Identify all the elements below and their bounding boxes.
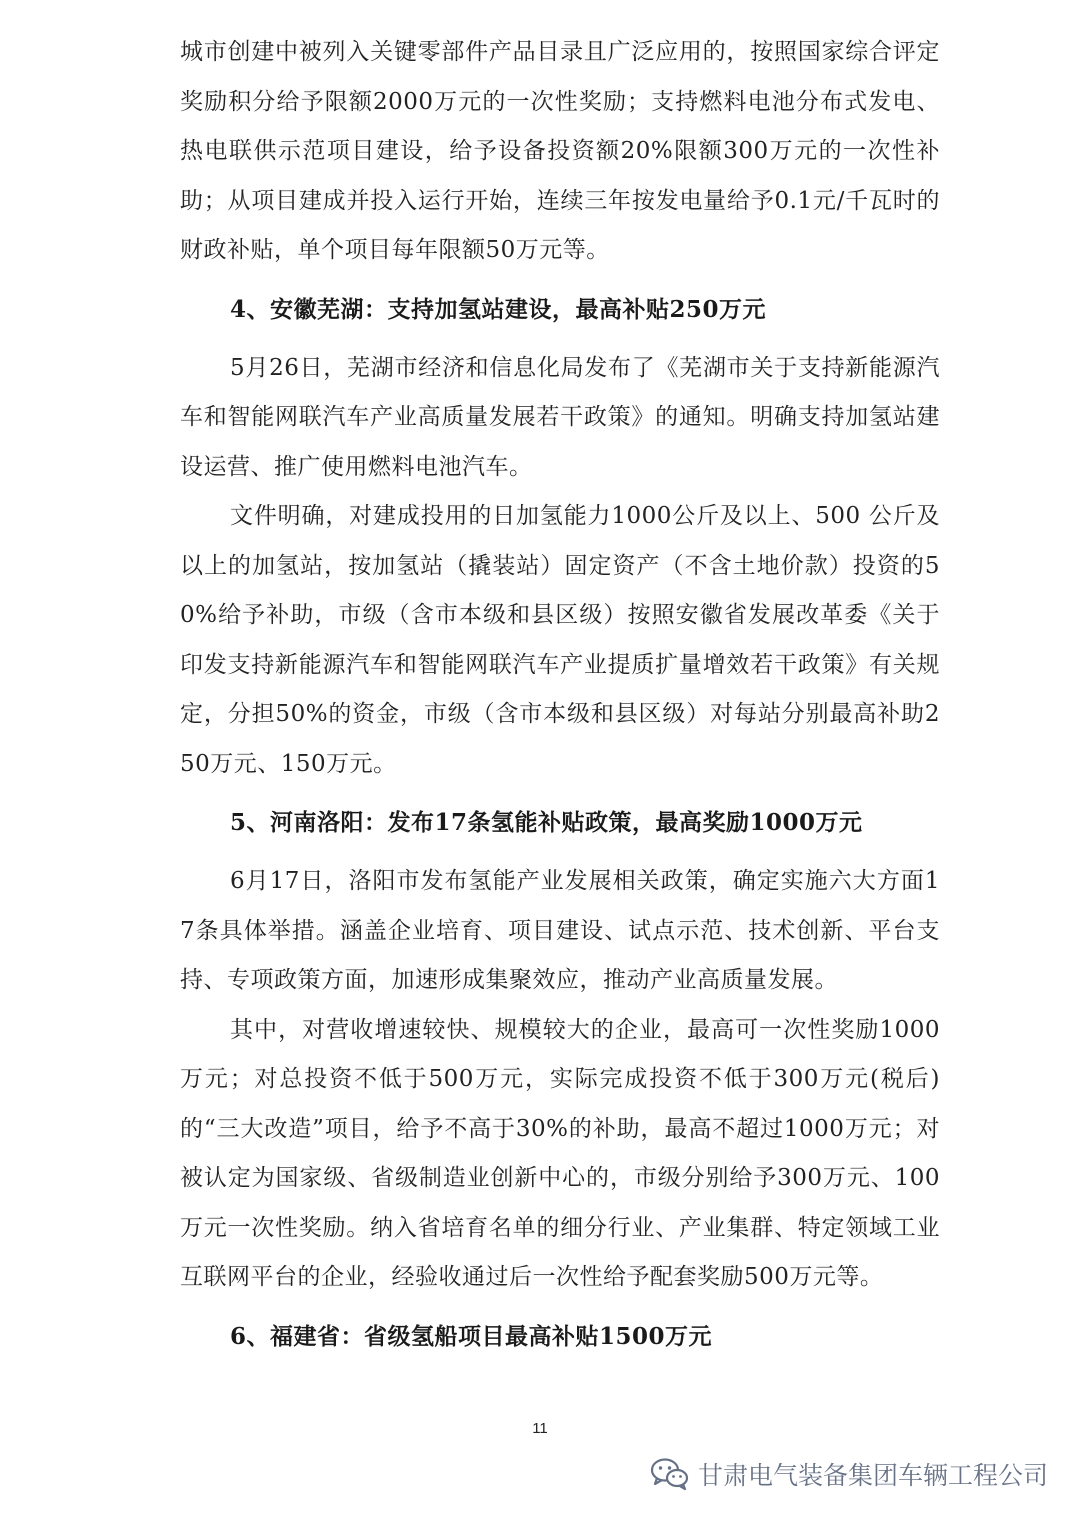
- section-heading-5: 5、河南洛阳：发布17条氢能补贴政策，最高奖励1000万元: [230, 809, 863, 836]
- paragraph-intro: 城市创建中被列入关键零部件产品目录且广泛应用的，按照国家综合评定奖励积分给予限额2000万元的一次性奖励；支持燃料电池分布式发电、热电联供示范项目建设，给予设备投资额20%限额300万元的一次性补助；从项目建成并投入运行开始，连续三年按发电量给予0.1元/千瓦时的财政补贴，单个项目每年限额50万元等。: [180, 39, 940, 263]
- watermark-text: 甘肃电气装备集团车辆工程公司: [697, 1461, 1048, 1490]
- watermark: [650, 1456, 1048, 1492]
- paragraph-5b: 其中，对营收增速较快、规模较大的企业，最高可一次性奖励1000万元；对总投资不低于500万元，实际完成投资不低于300万元(税后)的“三大改造”项目，给予不高于30%的补助，最高不超过1000万元；对被认定为国家级、省级制造业创新中心的，市级分别给予300万元、100万元一次性奖励。纳入省培育名单的细分行业、产业集群、特定领域工业互联网平台的企业，经验收通过后一次性给予配套奖励500万元等。: [180, 1016, 940, 1290]
- wechat-icon: [650, 1457, 690, 1491]
- document-body: [180, 28, 940, 1371]
- paragraph-5a: 6月17日，洛阳市发布氢能产业发展相关政策，确定实施六大方面17条具体举措。涵盖企业培育、项目建设、试点示范、技术创新、平台支持、专项政策方面，加速形成集聚效应，推动产业高质量发展。: [180, 868, 940, 993]
- section-heading-6: 6、福建省：省级氢船项目最高补贴1500万元: [230, 1322, 713, 1350]
- page-number: 11: [532, 1420, 548, 1437]
- paragraph-4b: 文件明确，对建成投用的日加氢能力1000公斤及以上、500 公斤及以上的加氢站，按加氢站（撬装站）固定资产（不含土地价款）投资的50%给予补助，市级（含市本级和县区级）按照安徽省发展改革委《关于印发支持新能源汽车和智能网联汽车产业提质扩量增效若干政策》有关规定，分担50%的资金，市级（含市本级和县区级）对每站分别最高补助250万元、150万元。: [180, 503, 940, 777]
- paragraph-4a: 5月26日，芜湖市经济和信息化局发布了《芜湖市关于支持新能源汽车和智能网联汽车产业高质量发展若干政策》的通知。明确支持加氢站建设运营、推广使用燃料电池汽车。: [180, 354, 940, 480]
- section-heading-4: 4、安徽芜湖：支持加氢站建设，最高补贴250万元: [230, 295, 767, 323]
